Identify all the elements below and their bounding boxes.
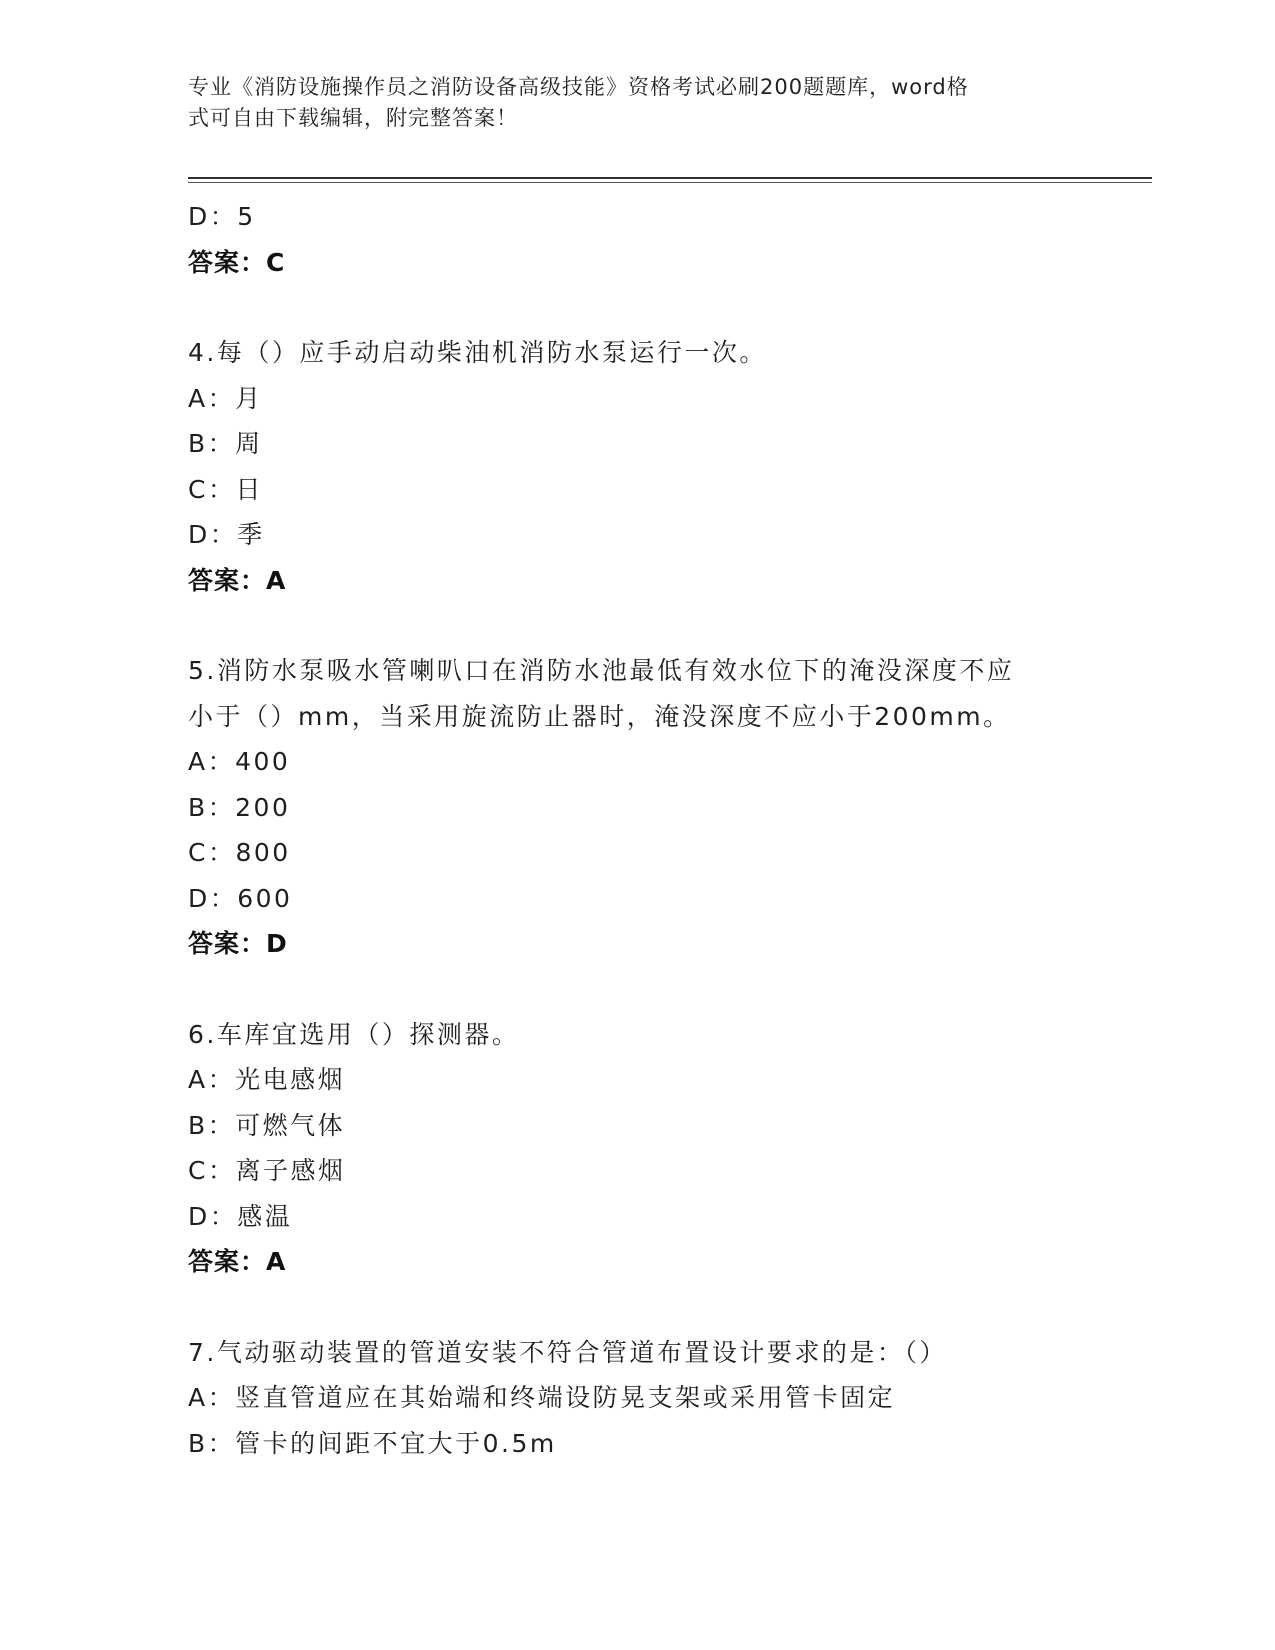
option-b: B：200 [188, 792, 291, 822]
question-text-line-1: 5.消防水泵吸水管喇叭口在消防水池最低有效水位下的淹没深度不应 [188, 656, 1015, 685]
option-b: B：周 [188, 429, 263, 458]
document-header [188, 72, 1068, 134]
option-d: D：季 [188, 520, 265, 549]
option-d: D：感温 [188, 1201, 293, 1231]
option-b: B：管卡的间距不宜大于0.5m [188, 1428, 557, 1458]
prev-question-option-d: D：5 [188, 202, 256, 231]
question-block-6 [188, 1012, 1138, 1285]
option-a: A：月 [188, 383, 263, 413]
spacer [188, 1285, 1138, 1330]
option-c: C：日 [188, 474, 263, 504]
header-rule-thin [188, 182, 1152, 183]
option-b: B：可燃气体 [188, 1110, 346, 1140]
question-text: 6.车库宜选用（）探测器。 [188, 1019, 520, 1049]
prev-question-answer: 答案：C [188, 247, 286, 277]
option-c: C：800 [188, 838, 291, 867]
answer-line: 答案：A [188, 565, 287, 595]
question-text-line-2: 小于（）mm，当采用旋流防止器时，淹没深度不应小于200mm。 [188, 701, 1011, 731]
answer-line: 答案：D [188, 929, 288, 958]
question-text: 4.每（）应手动启动柴油机消防水泵运行一次。 [188, 338, 767, 367]
question-block-5 [188, 648, 1138, 967]
header-title-line-2: 式可自由下载编辑，附完整答案！ [188, 106, 518, 130]
option-a: A：光电感烟 [188, 1065, 346, 1094]
option-c: C：离子感烟 [188, 1156, 346, 1185]
question-block-7 [188, 1330, 1138, 1467]
header-title-line-1: 专业《消防设施操作员之消防设备高级技能》资格考试必刷200题题库，word格 [188, 75, 969, 99]
question-text: 7.气动驱动装置的管道安装不符合管道布置设计要求的是：（） [188, 1337, 947, 1367]
option-a: A：400 [188, 747, 291, 776]
answer-line: 答案：A [188, 1247, 287, 1276]
option-d: D：600 [188, 883, 293, 913]
header-rule-thick [188, 177, 1152, 179]
spacer [188, 967, 1138, 1012]
document-body [188, 194, 1138, 1466]
option-a: A：竖直管道应在其始端和终端设防晃支架或采用管卡固定 [188, 1383, 896, 1412]
question-block-4 [188, 330, 1138, 603]
spacer [188, 603, 1138, 648]
spacer [188, 285, 1138, 330]
